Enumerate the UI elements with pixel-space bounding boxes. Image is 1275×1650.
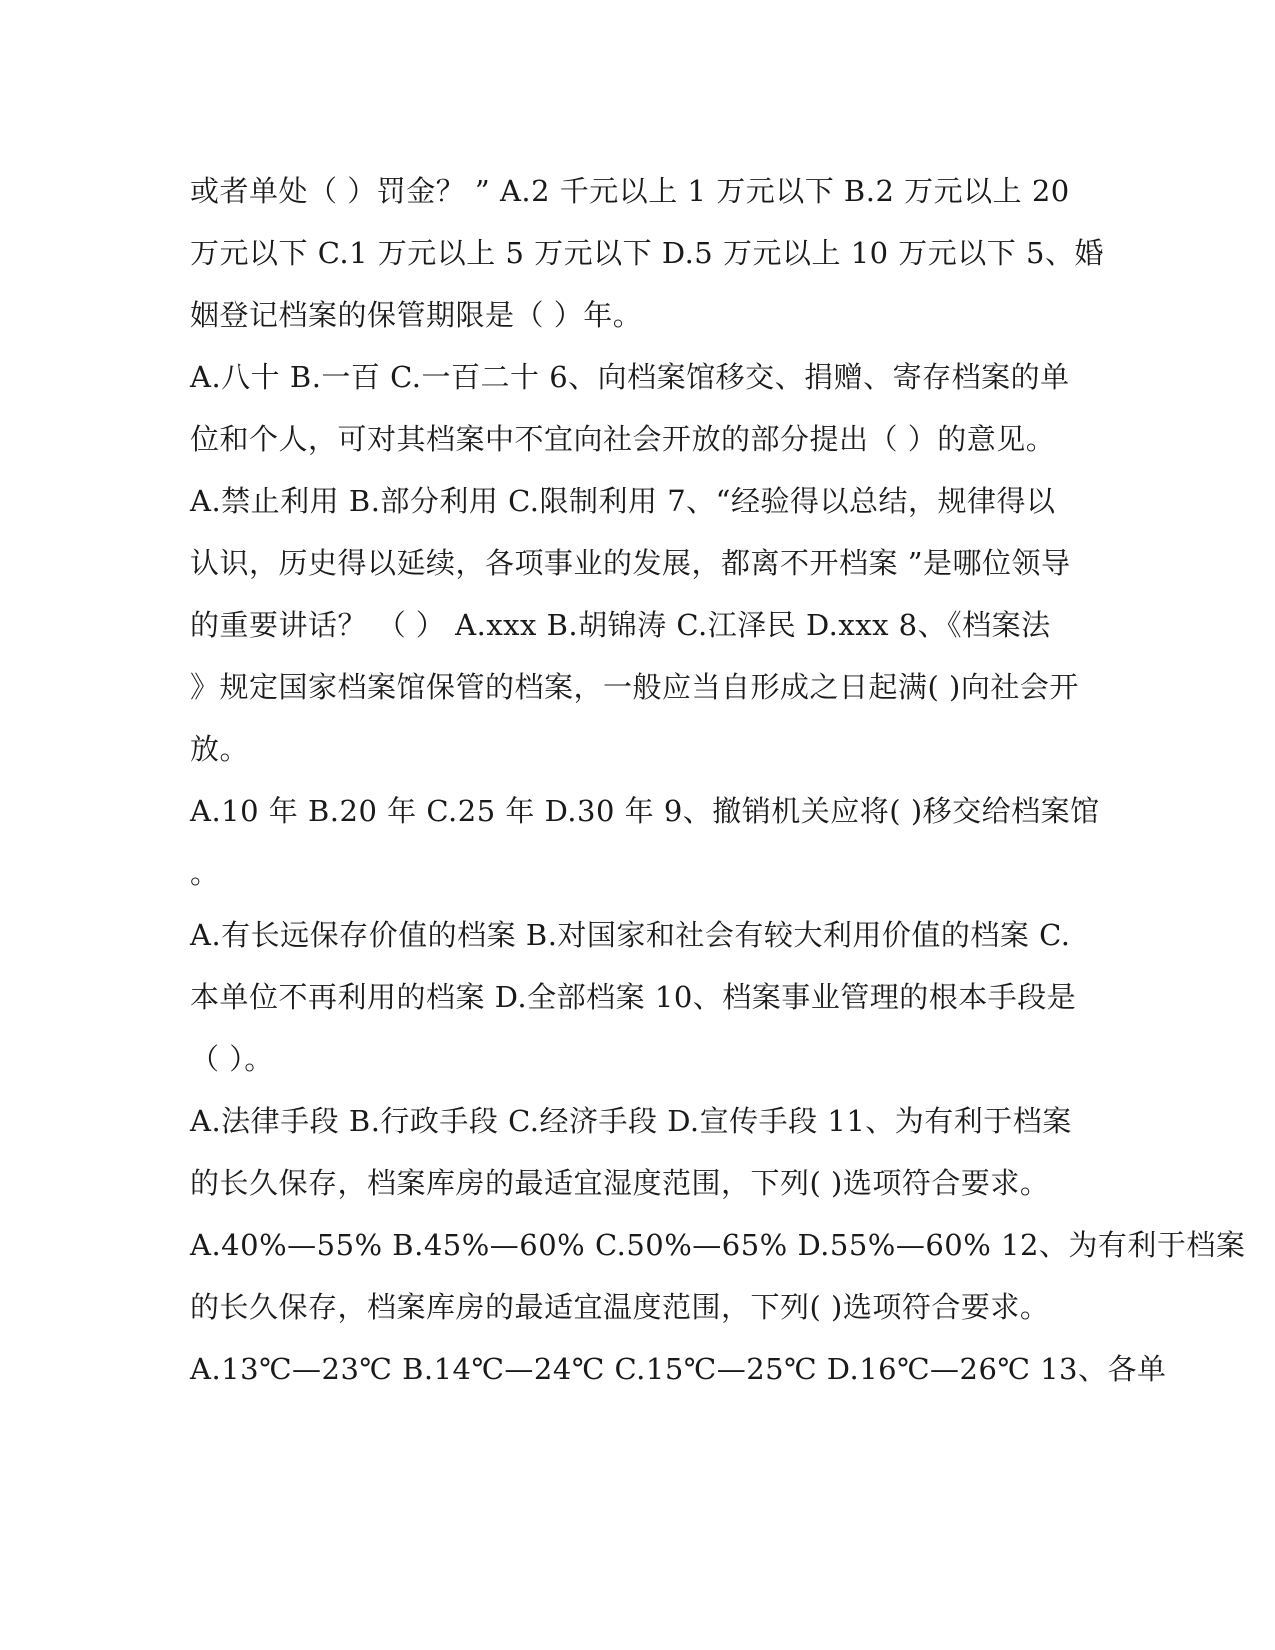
text-line: A.13℃—23℃ B.14℃—24℃ C.15℃—25℃ D.16℃—26℃ 13、各单 bbox=[190, 1352, 1167, 1386]
text-line: 》规定国家档案馆保管的档案，一般应当自形成之日起满( )向社会开 bbox=[190, 670, 1079, 704]
text-line: 认识，历史得以延续，各项事业的发展，都离不开档案 ”是哪位领导 bbox=[190, 546, 1071, 580]
text-line: 的长久保存，档案库房的最适宜温度范围，下列( )选项符合要求。 bbox=[190, 1290, 1050, 1324]
document-body bbox=[190, 160, 1246, 1400]
text-line: A.40%—55% B.45%—60% C.50%—65% D.55%—60% 12、为有利于档案 bbox=[190, 1228, 1246, 1262]
text-line: 姻登记档案的保管期限是（ ）年。 bbox=[190, 298, 643, 332]
text-line: A.禁止利用 B.部分利用 C.限制利用 7、“经验得以总结，规律得以 bbox=[190, 484, 1056, 518]
text-line: A.法律手段 B.行政手段 C.经济手段 D.宣传手段 11、为有利于档案 bbox=[190, 1104, 1072, 1138]
text-line: 的长久保存，档案库房的最适宜湿度范围，下列( )选项符合要求。 bbox=[190, 1166, 1050, 1200]
text-line: A.八十 B.一百 C.一百二十 6、向档案馆移交、捐赠、寄存档案的单 bbox=[190, 360, 1070, 394]
text-line: （ ）。 bbox=[190, 1042, 274, 1076]
text-line: 放。 bbox=[190, 732, 250, 766]
text-line: 或者单处（ ）罚金？ ” A.2 千元以上 1 万元以下 B.2 万元以上 20 bbox=[190, 174, 1070, 208]
text-line: 万元以下 C.1 万元以上 5 万元以下 D.5 万元以上 10 万元以下 5、婚 bbox=[190, 236, 1104, 270]
text-line: 本单位不再利用的档案 D.全部档案 10、档案事业管理的根本手段是 bbox=[190, 980, 1077, 1014]
text-line: 位和个人，可对其档案中不宜向社会开放的部分提出（ ）的意见。 bbox=[190, 422, 1056, 456]
text-line: A.10 年 B.20 年 C.25 年 D.30 年 9、撤销机关应将( )移交给档案馆 bbox=[190, 794, 1100, 828]
text-line: 的重要讲话？ （ ） A.xxx B.胡锦涛 C.江泽民 D.xxx 8、《档案法 bbox=[190, 608, 1051, 642]
text-line: 。 bbox=[190, 856, 220, 890]
text-line: A.有长远保存价值的档案 B.对国家和社会有较大利用价值的档案 C. bbox=[190, 918, 1071, 952]
